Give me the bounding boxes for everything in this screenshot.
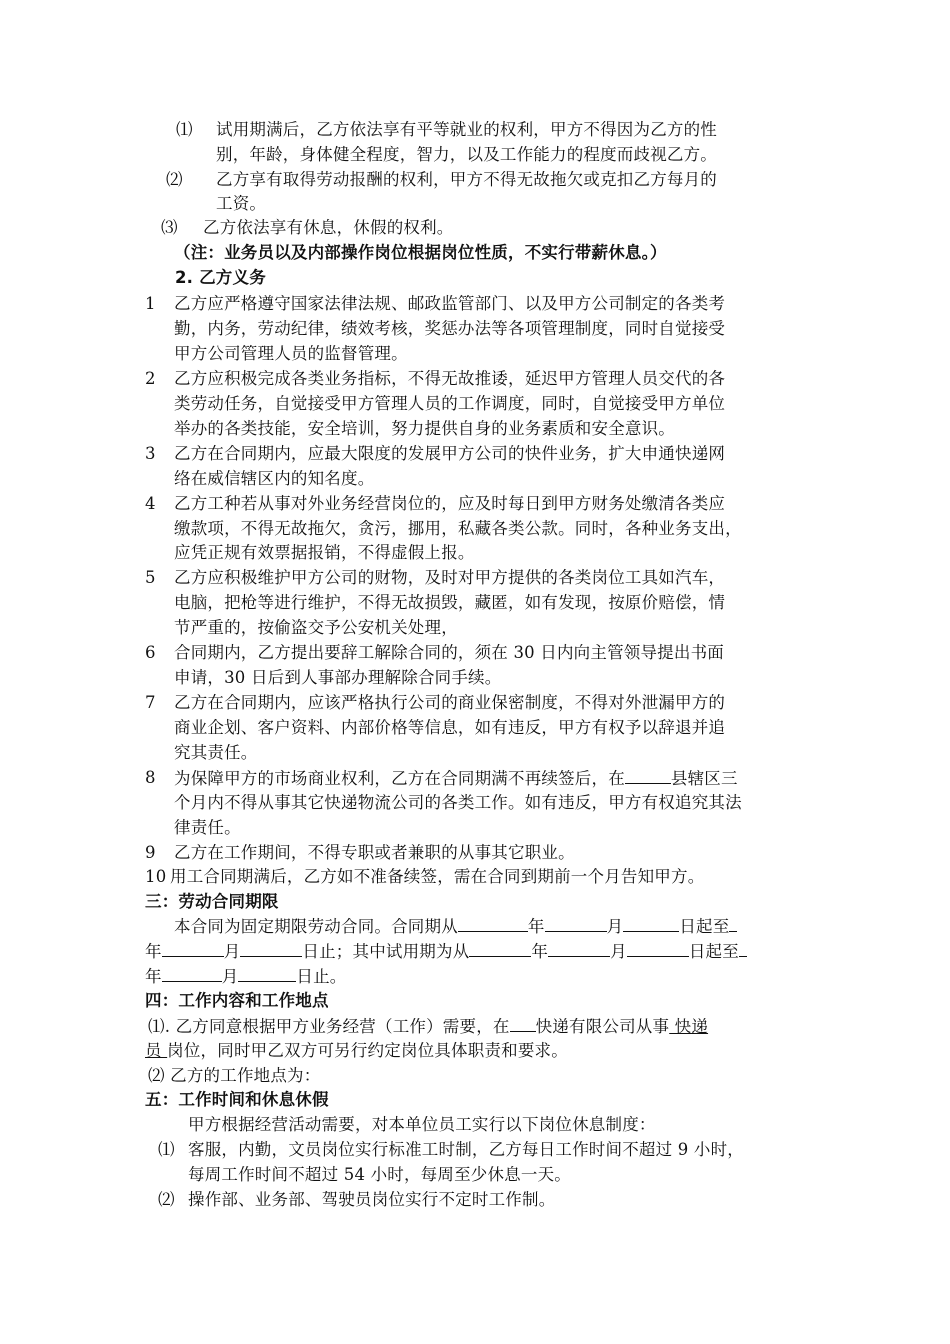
item-text: 勤，内务，劳动纪律，绩效考核，奖惩办法等各项管理制度，同时自觉接受 [174,319,726,338]
end-day-blank[interactable] [240,940,302,957]
section-heading-hours: 五：工作时间和休息休假 [145,1090,329,1109]
rights-item-1 [176,119,717,141]
item-number: 8 [145,768,156,787]
item-text: 操作部、业务部、驾驶员岗位实行不定时工作制。 [188,1190,556,1209]
position-underlined: 快递 [669,1017,709,1036]
item-text: 乙方工种若从事对外业务经营岗位的，应及时每日到甲方财务处缴清各类应 [174,494,726,513]
hours-item-1 [158,1139,744,1161]
text: 月 [606,917,624,936]
item-number: 6 [145,643,156,662]
item-text: 个月内不得从事其它快递物流公司的各类工作。如有违反，甲方有权追究其法 [174,793,742,812]
obligations-heading: 2. 乙方义务 [175,268,266,287]
text: 年 [145,967,162,986]
start-day-blank[interactable] [623,915,679,932]
item-text [174,767,738,790]
item-text: 究其责任。 [174,743,258,762]
section-heading-work: 四：工作内容和工作地点 [145,991,329,1010]
text: 月 [610,942,627,961]
probation-start-year-blank[interactable] [469,940,531,957]
item-text: 客服，内勤，文员岗位实行标准工时制，乙方每日工作时间不超过 9 小时， [188,1140,744,1159]
item-number: 10 [145,867,167,886]
item-text: 类劳动任务，自觉接受甲方管理人员的工作调度，同时，自觉接受甲方单位 [174,394,726,413]
rights-item-2 [166,169,717,191]
work-item-1 [148,1015,708,1038]
item-text-part: 为保障甲方的市场商业权利，乙方在合同期满不再续签后，在 [174,769,625,788]
item-number: 7 [145,693,156,712]
item-text: 乙方在合同期内，应该严格执行公司的商业保密制度，不得对外泄漏甲方的 [174,693,726,712]
item-text: 乙方应积极完成各类业务指标，不得无故推诿，延迟甲方管理人员交代的各 [174,369,726,388]
text: 月 [221,967,239,986]
item-text: 试用期满后，乙方依法享有平等就业的权利，甲方不得因为乙方的性 [216,120,717,139]
text: 年 [527,917,545,936]
hours-item-2 [158,1189,555,1211]
county-blank[interactable] [625,767,671,784]
position-underlined: 员 [145,1041,168,1060]
work-item-1-cont [145,1040,568,1062]
item-text: 用工合同期满后，乙方如不准备续签，需在合同到期前一个月告知甲方。 [170,867,705,886]
item-number: 9 [145,843,156,862]
item-text: 乙方在合同期内，应最大限度的发展甲方公司的快件业务，扩大申通快递网 [174,444,726,463]
item-text: 节严重的，按偷盗交予公安机关处理， [174,618,458,637]
item-number: 1 [145,294,156,313]
text: 日起至 [679,917,730,936]
text: 快递有限公司从事 [535,1017,670,1036]
item-number: ⑵ [166,170,183,189]
work-item-2: ⑵ 乙方的工作地点为： [148,1066,321,1085]
hours-item-1-cont: 每周工作时间不超过 54 小时，每周至少休息一天。 [188,1165,571,1184]
rights-item-3 [161,217,454,239]
item-number: 3 [145,444,156,463]
rights-item-2-cont: 工资。 [216,194,267,213]
end-month-blank[interactable] [162,940,224,957]
item-text: 络在威信辖区内的知名度。 [174,469,375,488]
term-line-1 [174,915,737,938]
item-text: 缴款项，不得无故拖欠，贪污，挪用，私藏各类公款。同时，各种业务支出， [174,519,742,538]
probation-start-month-blank[interactable] [548,940,610,957]
item-text: 应凭正规有效票据报销，不得虚假上报。 [174,543,475,562]
item-number: ⑴ [158,1140,175,1159]
item-text: 乙方享有取得劳动报酬的权利，甲方不得无故拖欠或克扣乙方每月的 [216,170,717,189]
item-text: 乙方在工作期间，不得专职或者兼职的从事其它职业。 [174,843,575,862]
item-text: 乙方应积极维护甲方公司的财物，及时对甲方提供的各类岗位工具如汽车， [174,568,726,587]
term-line-2 [145,940,747,963]
item-number: ⑴ [176,120,193,139]
item-text: 甲方公司管理人员的监督管理。 [174,344,408,363]
item-number: ⑶ [161,218,178,237]
text: 日止。 [296,967,347,986]
end-year-blank[interactable] [729,915,737,932]
item-text: 举办的各类技能，安全培训，努力提供自身的业务素质和安全意识。 [174,419,675,438]
item-text: 乙方依法享有休息，休假的权利。 [203,218,454,237]
item-number: ⑵ [158,1190,175,1209]
start-month-blank[interactable] [545,915,607,932]
item-text: 合同期内，乙方提出要辞工解除合同的，须在 30 日内向主管领导提出书面 [174,643,724,662]
rights-note: （注：业务员以及内部操作岗位根据岗位性质，不实行带薪休息。） [174,243,667,262]
text: ⑴. 乙方同意根据甲方业务经营（工作）需要，在 [148,1017,510,1036]
item-text-part: 县辖区三 [670,769,738,788]
item-text: 律责任。 [174,818,241,837]
text: 岗位，同时甲乙双方可另行约定岗位具体职责和要求。 [167,1041,568,1060]
start-year-blank[interactable] [458,915,528,932]
company-name-blank[interactable] [510,1015,536,1032]
text: 日止；其中试用期为从 [302,942,470,961]
probation-end-day-blank[interactable] [238,965,296,982]
text: 本合同为固定期限劳动合同。合同期从 [174,917,458,936]
text: 年 [531,942,549,961]
probation-start-day-blank[interactable] [627,940,689,957]
hours-intro: 甲方根据经营活动需要，对本单位员工实行以下岗位休息制度： [188,1115,656,1134]
text: 日起至 [688,942,739,961]
term-line-3 [145,965,347,988]
item-number: 2 [145,369,156,388]
item-text: 电脑，把枪等进行维护，不得无故损毁，藏匿，如有发现，按原价赔偿，情 [174,593,726,612]
item-text: 申请，30 日后到人事部办理解除合同手续。 [174,668,502,687]
text: 月 [223,942,241,961]
item-text: 商业企划、客户资料、内部价格等信息，如有违反，甲方有权予以辞退并追 [174,718,726,737]
rights-item-1-cont: 别，年龄，身体健全程度，智力，以及工作能力的程度而歧视乙方。 [216,145,717,164]
probation-end-month-blank[interactable] [162,965,222,982]
probation-end-year-blank[interactable] [739,940,747,957]
item-number: 4 [145,494,156,513]
text: 年 [145,942,162,961]
section-heading-term: 三：劳动合同期限 [145,892,279,911]
item-number: 5 [145,568,156,587]
item-text: 乙方应严格遵守国家法律法规、邮政监管部门、以及甲方公司制定的各类考 [174,294,726,313]
